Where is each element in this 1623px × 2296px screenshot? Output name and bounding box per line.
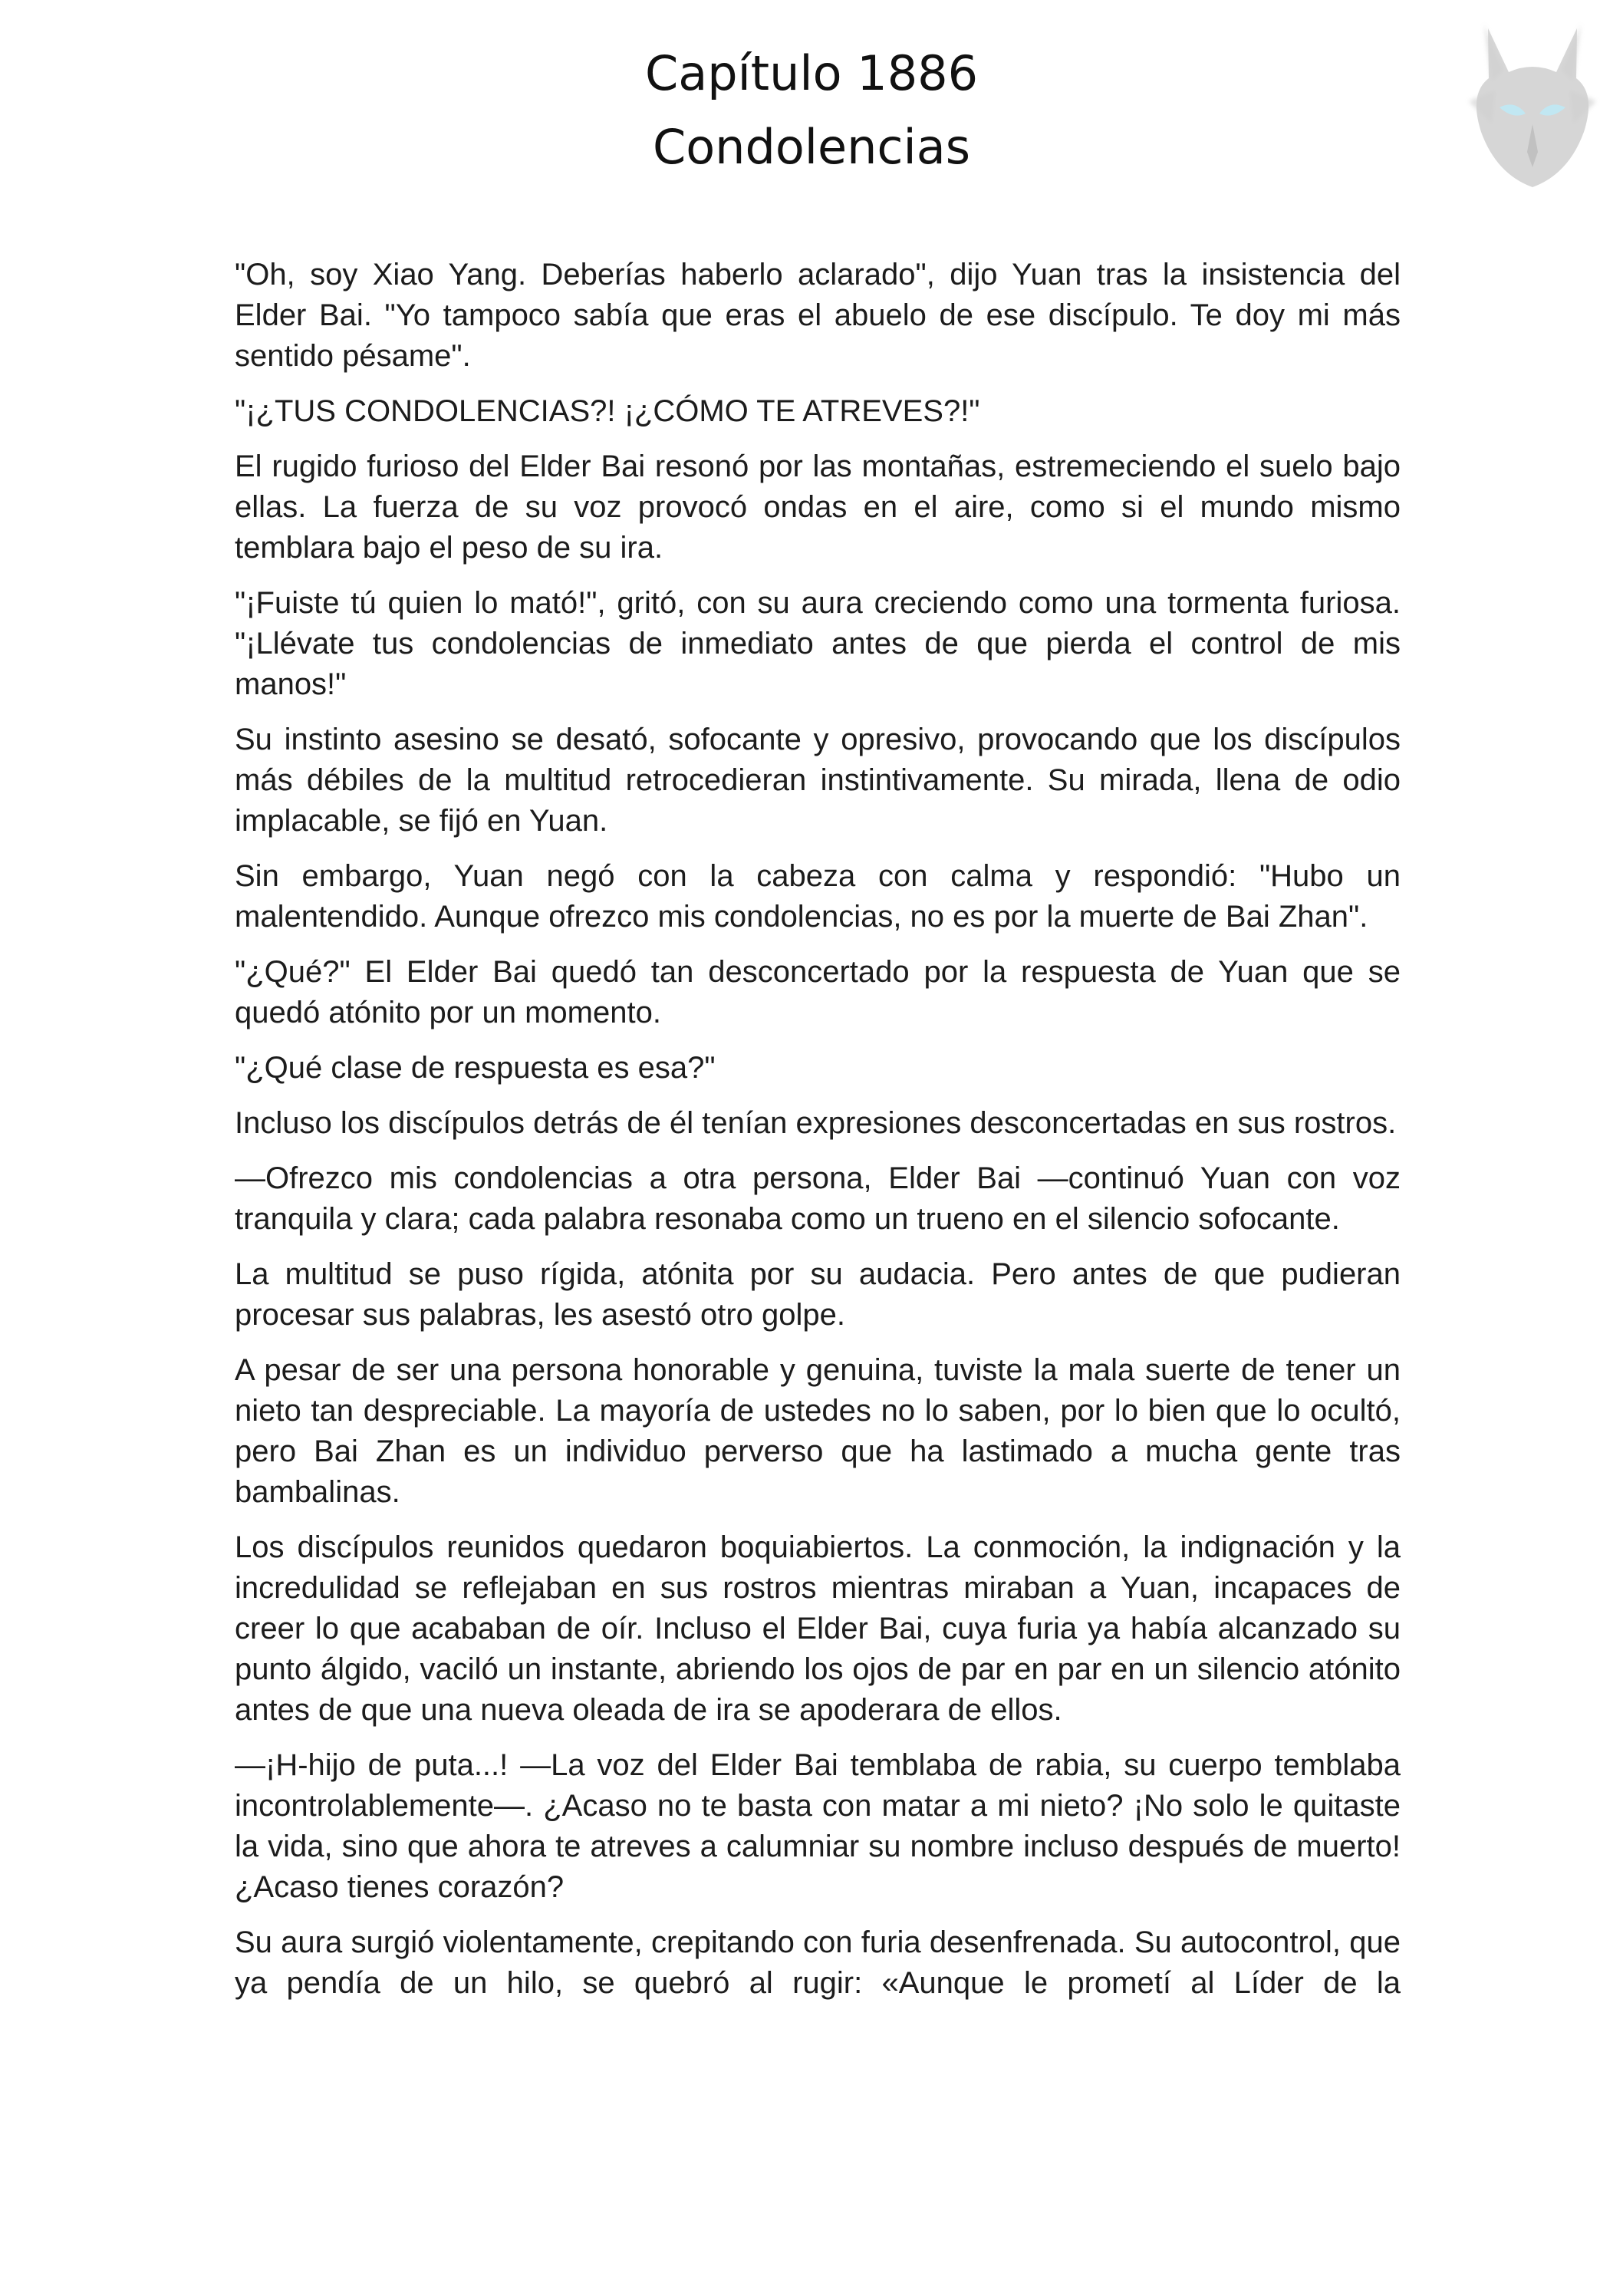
paragraph: El rugido furioso del Elder Bai resonó por las montañas, estremeciendo el suelo bajo ellas. La fuerza de su voz provocó ondas en el aire, como si el mundo mismo temblara bajo el peso de su ira. <box>235 450 1401 565</box>
paragraph: Su instinto asesino se desató, sofocante y opresivo, provocando que los discípulos más débiles de la multitud retrocedieran instintivamente. Su mirada, llena de odio implacable, se fijó en Yuan. <box>235 723 1401 838</box>
paragraph: La multitud se puso rígida, atónita por su audacia. Pero antes de que pudieran procesar sus palabras, les asestó otro golpe. <box>235 1257 1401 1332</box>
chapter-title: Condolencias <box>652 119 971 175</box>
paragraph: Los discípulos reunidos quedaron boquiabiertos. La conmoción, la indignación y la incredulidad se reflejaban en sus rostros mientras miraban a Yuan, incapaces de creer lo que acababan de oír. Incluso el Elder Bai, cuya furia ya había alcanzado su punto álgido, vaciló un instante, abriendo los ojos de par en par en un silencio atónito antes de que una nueva oleada de ira se apoderara de ellos. <box>235 1530 1401 1727</box>
demon-logo-svg <box>1461 17 1604 193</box>
paragraph: "¿Qué clase de respuesta es esa?" <box>235 1051 716 1085</box>
paragraph: Su aura surgió violentamente, crepitando con furia desenfrenada. Su autocontrol, que ya pendía de un hilo, se quebró al rugir: «Aunque le prometí al Líder de la <box>235 1925 1401 2000</box>
paragraph: —Ofrezco mis condolencias a otra persona, Elder Bai —continuó Yuan con voz tranquila y clara; cada palabra resonaba como un trueno en el silencio sofocante. <box>235 1161 1401 1236</box>
paragraph: Incluso los discípulos detrás de él tenían expresiones desconcertadas en sus rostros. <box>235 1106 1397 1140</box>
paragraph: "¡Fuiste tú quien lo mató!", gritó, con su aura creciendo como una tormenta furiosa. "¡Llévate tus condolencias de inmediato antes de que pierda el control de mis manos!" <box>235 586 1401 701</box>
chapter-number: Capítulo 1886 <box>644 45 979 101</box>
demon-logo-icon <box>1461 17 1604 193</box>
chapter-body <box>235 255 1401 2018</box>
paragraph: "Oh, soy Xiao Yang. Deberías haberlo aclarado", dijo Yuan tras la insistencia del Elder Bai. "Yo tampoco sabía que eras el abuelo de ese discípulo. Te doy mi más sentido pésame". <box>235 258 1401 373</box>
paragraph: A pesar de ser una persona honorable y genuina, tuviste la mala suerte de tener un nieto tan despreciable. La mayoría de ustedes no lo saben, por lo bien que lo ocultó, pero Bai Zhan es un individuo perverso que ha lastimado a mucha gente tras bambalinas. <box>235 1353 1401 1509</box>
paragraph: —¡H-hijo de puta...! —La voz del Elder Bai temblaba de rabia, su cuerpo temblaba incontrolablemente—. ¿Acaso no te basta con matar a mi nieto? ¡No solo le quitaste la vida, sino que ahora te atreves a calumniar su nombre incluso después de muerto! ¿Acaso tienes corazón? <box>235 1748 1401 1904</box>
paragraph: Sin embargo, Yuan negó con la cabeza con calma y respondió: "Hubo un malentendido. Aunque ofrezco mis condolencias, no es por la muerte de Bai Zhan". <box>235 859 1401 934</box>
chapter-header <box>0 37 1623 184</box>
paragraph: "¡¿TUS CONDOLENCIAS?! ¡¿CÓMO TE ATREVES?!" <box>235 394 980 428</box>
paragraph: "¿Qué?" El Elder Bai quedó tan desconcertado por la respuesta de Yuan que se quedó atónito por un momento. <box>235 955 1401 1029</box>
